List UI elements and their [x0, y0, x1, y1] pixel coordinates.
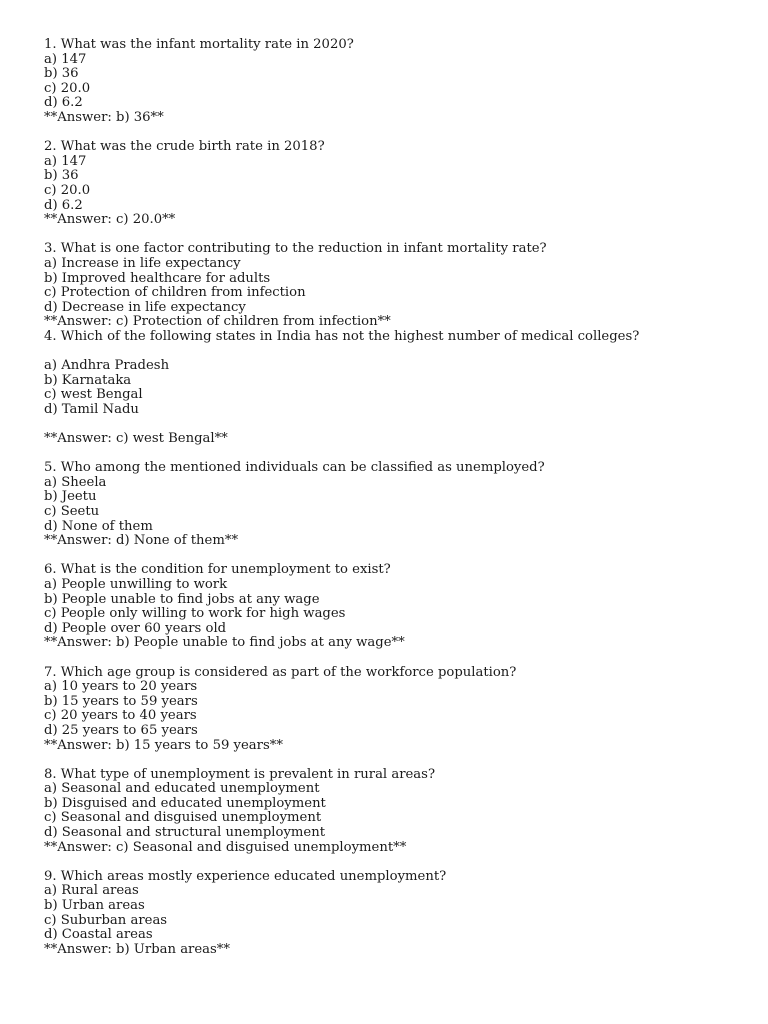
option-line: c) Seasonal and disguised unemployment [44, 810, 322, 826]
blank-line [44, 549, 744, 564]
option-line: c) People only willing to work for high wages [44, 606, 346, 622]
blank-line [44, 447, 744, 462]
answer-line: **Answer: c) Protection of children from infection** [44, 314, 391, 330]
option-line: a) Andhra Pradesh [44, 358, 170, 374]
option-line: a) Increase in life expectancy [44, 255, 241, 271]
answer-line: **Answer: c) west Bengal** [44, 431, 228, 447]
option-line: b) Disguised and educated unemployment [44, 795, 326, 811]
option-line: d) People over 60 years old [44, 620, 227, 636]
option-line: d) 6.2 [44, 197, 83, 213]
question-line: 3. What is one factor contributing to the reduction in infant mortality rate? [44, 241, 547, 257]
option-line: b) Jeetu [44, 489, 97, 505]
option-line: d) 25 years to 65 years [44, 722, 198, 738]
option-line: b) Urban areas [44, 898, 145, 914]
question-line: 5. Who among the mentioned individuals can be classified as unemployed? [44, 460, 545, 476]
answer-line: **Answer: c) Seasonal and disguised unemployment** [44, 839, 407, 855]
blank-line [44, 417, 744, 432]
blank-line [44, 753, 744, 768]
blank-line [44, 855, 744, 870]
question-line: 1. What was the infant mortality rate in 2020? [44, 37, 354, 52]
answer-line: **Answer: b) Urban areas** [44, 941, 230, 957]
option-line: d) Coastal areas [44, 927, 153, 943]
document-body [44, 38, 744, 957]
option-line: a) 147 [44, 51, 87, 67]
blank-line [44, 126, 744, 141]
answer-line: **Answer: c) 20.0** [44, 212, 176, 228]
option-line: c) 20 years to 40 years [44, 708, 197, 724]
option-line: b) 15 years to 59 years [44, 693, 198, 709]
blank-line [44, 651, 744, 666]
question-line: 7. Which age group is considered as part of the workforce population? [44, 664, 517, 680]
option-line: a) 10 years to 20 years [44, 679, 198, 695]
option-line: a) Rural areas [44, 883, 139, 899]
option-line: a) People unwilling to work [44, 576, 228, 592]
option-line: c) Protection of children from infection [44, 285, 306, 301]
question-line: 2. What was the crude birth rate in 2018? [44, 139, 325, 155]
option-line: b) Karnataka [44, 372, 132, 388]
option-line: d) Tamil Nadu [44, 401, 139, 417]
option-line: c) 20.0 [44, 182, 91, 198]
option-line: a) Sheela [44, 474, 107, 490]
option-line: a) Seasonal and educated unemployment [44, 781, 320, 797]
answer-line: **Answer: b) People unable to find jobs at any wage** [44, 635, 405, 651]
option-line: d) Seasonal and structural unemployment [44, 825, 326, 841]
blank-line [44, 228, 744, 243]
option-line: c) 20.0 [44, 80, 91, 96]
option-line: b) 36 [44, 66, 79, 82]
option-line: b) 36 [44, 168, 79, 184]
question-line: 4. Which of the following states in India has not the highest number of medical colleges? [44, 328, 640, 344]
option-line: c) Seetu [44, 504, 100, 519]
option-line: b) People unable to find jobs at any wage [44, 591, 320, 607]
answer-line: **Answer: d) None of them** [44, 533, 239, 549]
option-line: c) Suburban areas [44, 912, 168, 928]
question-line: 9. Which areas mostly experience educated unemployment? [44, 868, 447, 884]
question-line: 8. What type of unemployment is prevalent in rural areas? [44, 766, 436, 782]
answer-line: **Answer: b) 15 years to 59 years** [44, 737, 283, 753]
option-line: d) Decrease in life expectancy [44, 299, 246, 315]
blank-line [44, 344, 744, 359]
option-line: d) 6.2 [44, 95, 83, 111]
answer-line: **Answer: b) 36** [44, 109, 164, 125]
option-line: a) 147 [44, 153, 87, 169]
option-line: d) None of them [44, 518, 153, 534]
option-line: c) west Bengal [44, 387, 143, 403]
option-line: b) Improved healthcare for adults [44, 270, 271, 286]
question-line: 6. What is the condition for unemployment to exist? [44, 562, 391, 578]
